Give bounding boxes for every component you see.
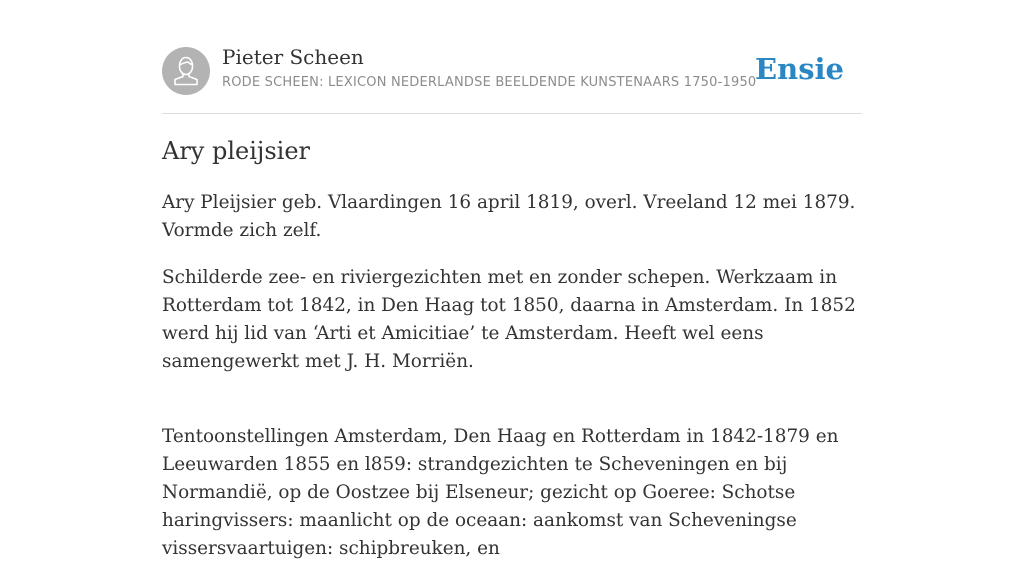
paragraph: Schilderde zee- en riviergezichten met en zonder schepen. Werkzaam in Rotterdam tot 1842, in Den Haag tot 1850, daarna in Amsterdam. In 1852 werd hij lid van ‘Arti et Amicitiae’ te Amsterdam. Heeft wel eens samengewerkt met J. H. Morriën.: [162, 267, 856, 372]
user-silhouette-icon: [162, 47, 210, 95]
author-name[interactable]: Pieter Scheen: [222, 45, 364, 69]
paragraph: [162, 395, 862, 563]
ensie-logo[interactable]: Ensie: [755, 52, 844, 86]
article-header: [162, 0, 862, 114]
content-column: [162, 0, 862, 559]
author-avatar[interactable]: [162, 47, 210, 95]
source-title[interactable]: RODE SCHEEN: LEXICON NEDERLANDSE BEELDENDE KUNSTENAARS 1750-1950: [222, 75, 757, 90]
article-body: [162, 189, 862, 563]
page-title: Ary pleijsier: [162, 137, 311, 165]
paragraph: Ary Pleijsier geb. Vlaardingen 16 april 1819, overl. Vreeland 12 mei 1879. Vormde zich zelf.: [162, 192, 856, 241]
paragraph-text: Tentoonstellingen Amsterdam, Den Haag en Rotterdam in 1842-1879 en Leeuwarden 1855 en l859: strandgezichten te Scheveningen en bij Normandië, op de Oostzee bij Elseneur; gezicht op Goeree: Schotse haringvissers: maanlicht op de oceaan: aankomst van Scheveningse vissersvaartuigen: schipbreuken, en: [162, 426, 839, 559]
